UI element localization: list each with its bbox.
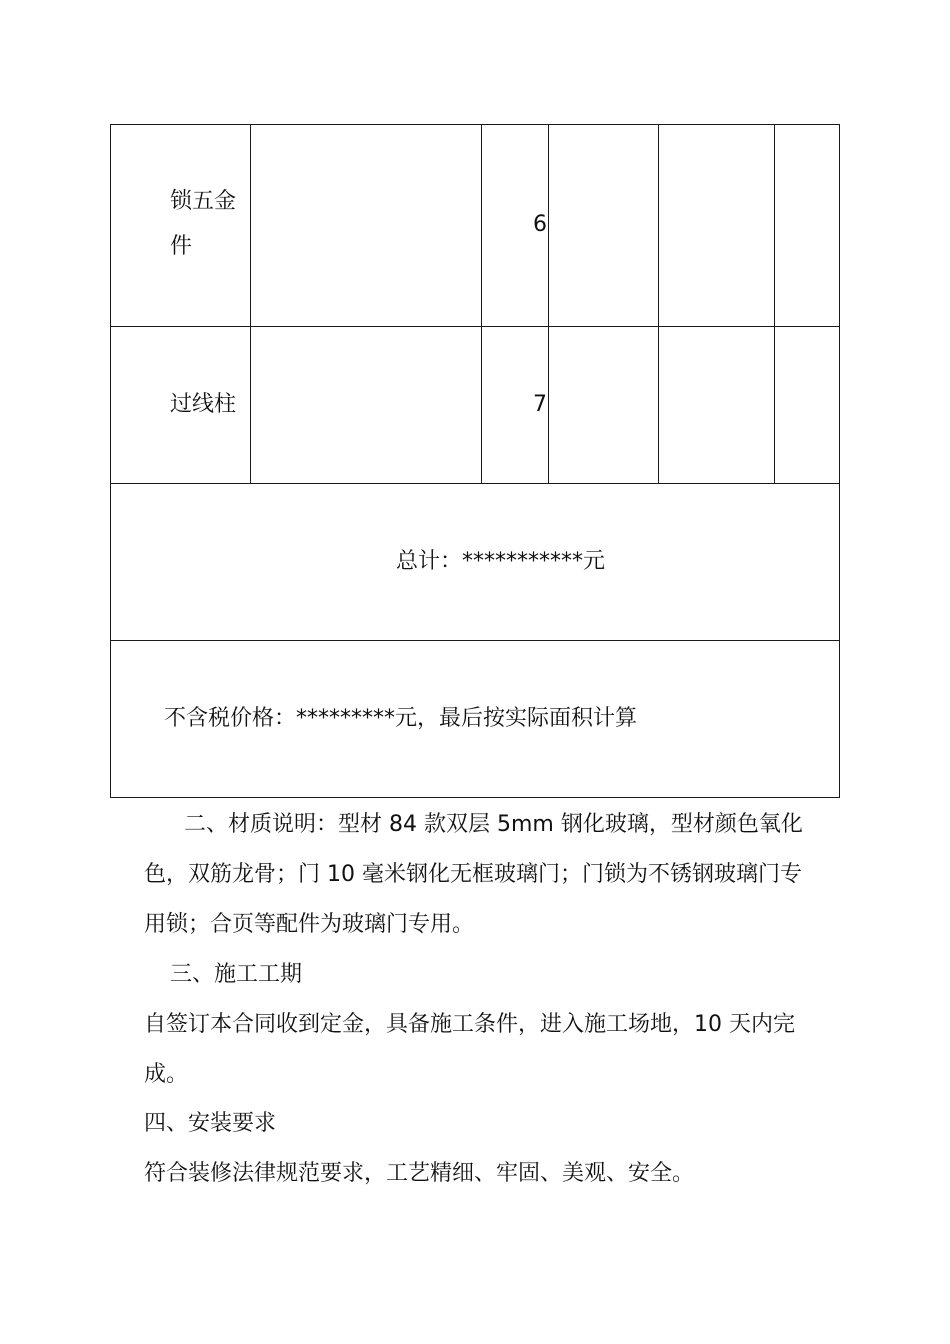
- column-divider: [548, 124, 549, 484]
- schedule-text: 自签订本合同收到定金，具备施工条件，进入施工场地，10 天内完成。: [144, 1012, 795, 1087]
- pretax-price: 不含税价格：*********元，最后按实际面积计算: [164, 706, 638, 731]
- column-divider: [774, 124, 775, 484]
- install-heading: 四、安装要求: [144, 1111, 277, 1136]
- table-border-right: [839, 124, 840, 798]
- row-divider: [110, 326, 840, 327]
- item-name-line1: 锁五金: [170, 189, 237, 214]
- row-divider: [110, 640, 840, 641]
- item-name: 过线柱: [170, 392, 237, 417]
- install-text: 符合装修法律规范要求，工艺精细、牢固、美观、安全。: [144, 1161, 695, 1186]
- table-border-top: [110, 124, 840, 125]
- column-divider: [481, 124, 482, 484]
- column-divider: [250, 124, 251, 484]
- row-divider: [110, 483, 840, 484]
- item-name-line2: 件: [170, 234, 193, 259]
- schedule-heading: 三、施工工期: [170, 962, 303, 987]
- item-number: 6: [533, 212, 547, 237]
- material-description: 二、材质说明：型材 84 款双层 5mm 钢化玻璃，型材颜色氧化色，双筋龙骨；门 10 毫米钢化无框玻璃门；门锁为不锈钢玻璃门专用锁；合页等配件为玻璃门专用。: [144, 812, 803, 937]
- quotation-table: [110, 124, 840, 798]
- table-border-bottom: [110, 797, 840, 798]
- table-border-left: [110, 124, 111, 798]
- column-divider: [658, 124, 659, 484]
- total-amount: 总计：***********元: [396, 549, 606, 574]
- item-number: 7: [533, 392, 547, 417]
